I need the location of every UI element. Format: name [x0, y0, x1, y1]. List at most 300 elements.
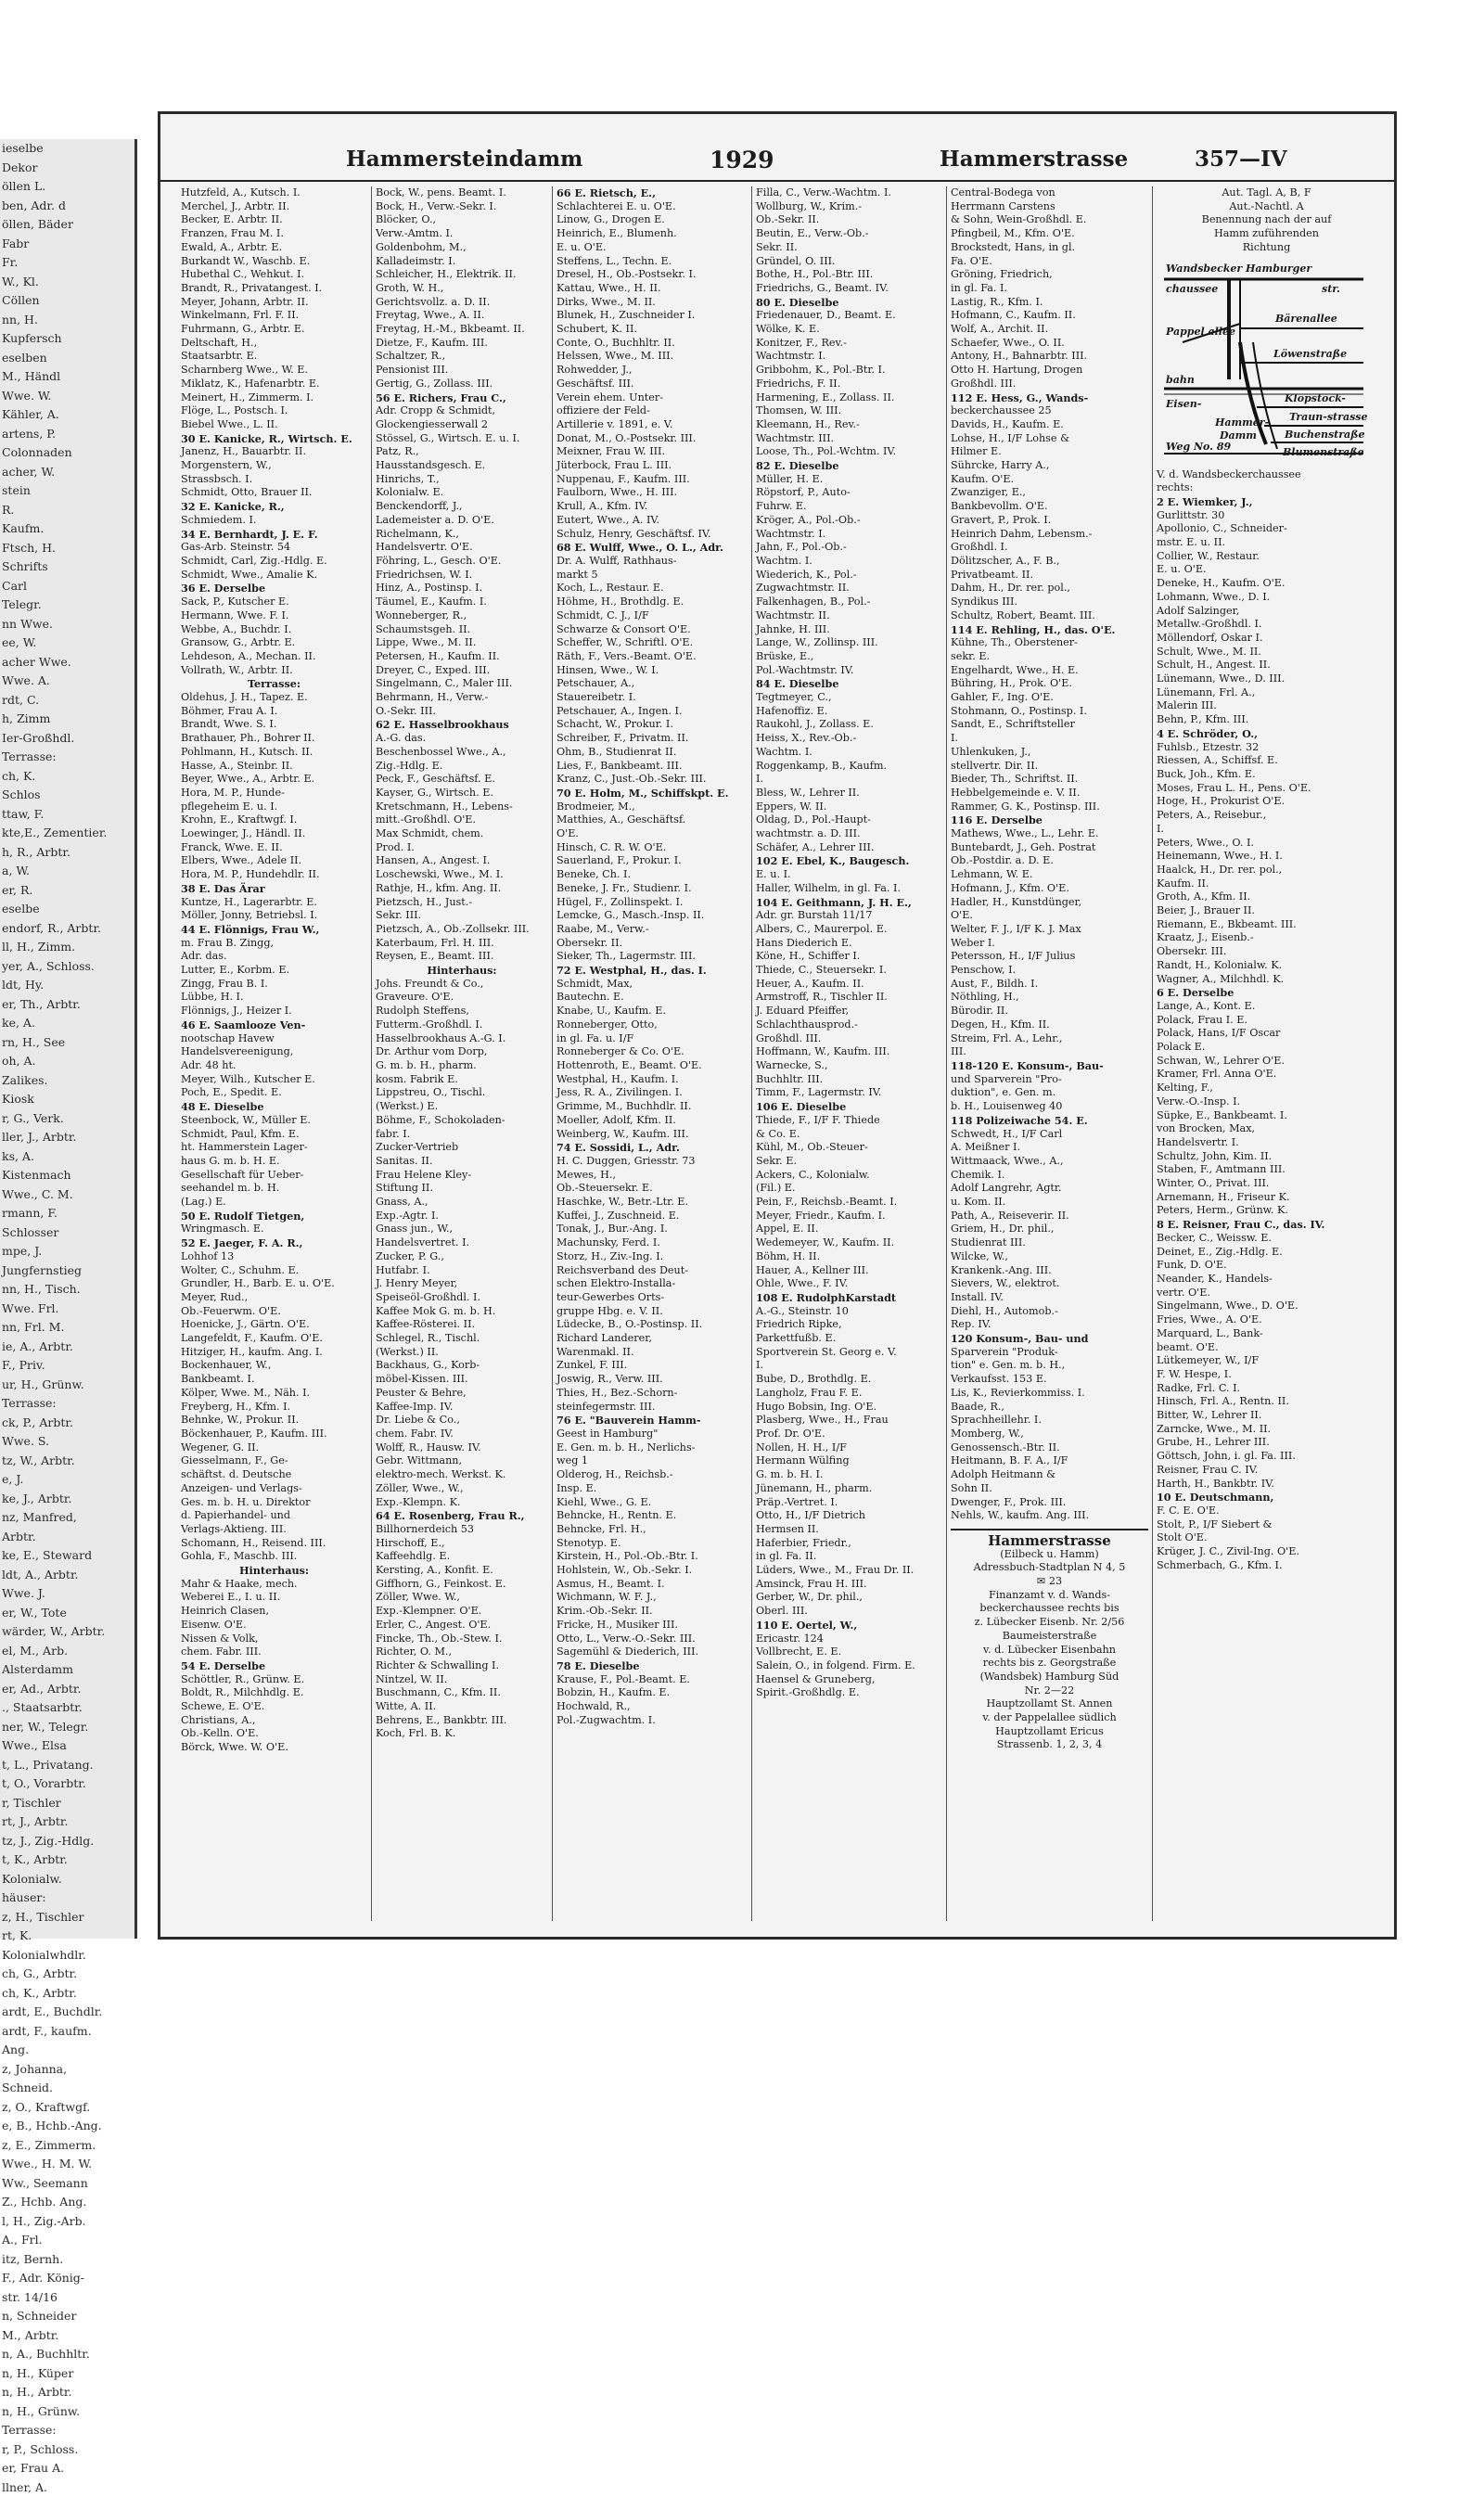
- directory-entry-line: Hohlstein, W., Ob.-Sekr. I.: [556, 1564, 748, 1578]
- directory-entry-line: Z., Hchb. Ang.: [0, 2193, 134, 2212]
- directory-entry-line: Prof. Dr. O'E.: [756, 1428, 942, 1441]
- directory-entry-line: str. 14/16: [0, 2288, 134, 2308]
- directory-entry-line: e, B., Hchb.-Ang.: [0, 2117, 134, 2136]
- directory-entry-line: Schmidt, Carl, Zig.-Hdlg. E.: [181, 555, 367, 569]
- directory-entry-line: Langefeldt, F., Kaufm. O'E.: [181, 1332, 367, 1346]
- directory-entry-line: Handelsvertr. O'E.: [376, 541, 548, 555]
- directory-entry-line: Richter & Schwalling I.: [376, 1659, 548, 1673]
- directory-entry-line: Geschäftsf. III.: [556, 378, 748, 391]
- directory-entry-line: Gerichtsvollz. a. D. II.: [376, 296, 548, 310]
- directory-entry-line: Richard Landerer,: [556, 1332, 748, 1346]
- column-1: [177, 186, 372, 1921]
- directory-entry-line: Baade, R.,: [951, 1401, 1148, 1415]
- directory-entry-line: d. Papierhandel- und: [181, 1509, 367, 1523]
- directory-entry-line: Hutzfeld, A., Kutsch. I.: [181, 186, 367, 200]
- directory-entry-line: Lübbe, H. I.: [181, 991, 367, 1005]
- directory-entry-line: Biebel Wwe., L. II.: [181, 418, 367, 432]
- directory-entry-line: schen Elektro-Installa-: [556, 1277, 748, 1291]
- directory-entry-line: Ronneberger & Co. O'E.: [556, 1045, 748, 1059]
- directory-entry-line: ben, Adr. d: [0, 197, 134, 216]
- directory-entry-line: Peuster & Behre,: [376, 1387, 548, 1401]
- directory-entry-line: Scharnberg Wwe., W. E.: [181, 364, 367, 378]
- directory-entry-line: Lippe, Wwe., M. II.: [376, 636, 548, 650]
- directory-entry-line: Wwe. A.: [0, 672, 134, 691]
- facing-page-edge: [0, 139, 137, 1939]
- directory-entry-line: 36 E. Derselbe: [181, 582, 367, 595]
- directory-entry-line: Bockenhauer, W.,: [181, 1359, 367, 1373]
- directory-entry-line: Johs. Freundt & Co.,: [376, 978, 548, 992]
- directory-entry-line: rechts bis z. Georgstraße: [951, 1657, 1148, 1671]
- street-map: [1164, 259, 1363, 463]
- directory-entry-line: Bless, W., Lehrer II.: [756, 787, 942, 800]
- directory-entry-line: Brandt, R., Privatangest. I.: [181, 282, 367, 296]
- directory-entry-line: Schwan, W., Lehrer O'E.: [1157, 1055, 1376, 1069]
- directory-entry-line: Metallw.-Großhdl. I.: [1157, 618, 1376, 632]
- directory-entry-line: Schrifts: [0, 557, 134, 577]
- directory-entry-line: vertr. O'E.: [1157, 1287, 1376, 1300]
- directory-entry-line: Nr. 2—22: [951, 1684, 1148, 1698]
- directory-entry-line: ll, H., Zimm.: [0, 938, 134, 957]
- directory-entry-line: Poch, E., Spedit. E.: [181, 1086, 367, 1100]
- directory-entry-line: nn, H., Tisch.: [0, 1280, 134, 1300]
- directory-entry-line: Adolf Langrehr, Agtr.: [951, 1182, 1148, 1196]
- directory-entry-line: elektro-mech. Werkst. K.: [376, 1468, 548, 1482]
- directory-entry-line: Petschauer, A.,: [556, 677, 748, 691]
- directory-entry-line: E. u. O'E.: [1157, 563, 1376, 577]
- directory-entry-line: Deltschaft, H.,: [181, 337, 367, 351]
- directory-entry-line: Hutfabr. I.: [376, 1264, 548, 1278]
- column-3: [553, 186, 752, 1921]
- directory-entry-line: Lünemann, Frl. A.,: [1157, 686, 1376, 700]
- directory-entry-line: Filla, C., Verw.-Wachtm. I.: [756, 186, 942, 200]
- directory-entry-line: Finanzamt v. d. Wands-: [951, 1589, 1148, 1603]
- directory-entry-line: a, W.: [0, 862, 134, 881]
- directory-entry-line: Speiseöl-Großhdl. I.: [376, 1291, 548, 1305]
- directory-entry-line: Goldenbohm, M.,: [376, 241, 548, 255]
- directory-entry-line: Bürodir. II.: [951, 1005, 1148, 1018]
- directory-entry-line: r, P., Schloss.: [0, 2440, 134, 2460]
- directory-entry-line: Kaffeehdlg. E.: [376, 1550, 548, 1564]
- directory-entry-line: Lohhof 13: [181, 1250, 367, 1264]
- directory-entry-line: ller, J., Arbtr.: [0, 1128, 134, 1147]
- directory-entry-line: Ewald, A., Arbtr. E.: [181, 241, 367, 255]
- directory-entry-line: O'E.: [951, 909, 1148, 923]
- directory-entry-line: Wringmasch. E.: [181, 1223, 367, 1236]
- directory-entry-line: H. C. Duggen, Griesstr. 73: [556, 1155, 748, 1169]
- directory-entry-line: Carl: [0, 577, 134, 596]
- directory-entry-line: J. Eduard Pfeiffer,: [756, 1005, 942, 1018]
- directory-entry-line: Aut. Tagl. A, B, F: [1157, 186, 1376, 200]
- directory-entry-line: Giesselmann, F., Ge-: [181, 1454, 367, 1468]
- directory-entry-line: eselbe: [0, 900, 134, 919]
- directory-entry-line: Scheffer, W., Schriftl. O'E.: [556, 636, 748, 650]
- directory-entry-line: Privatbeamt. II.: [951, 569, 1148, 583]
- directory-entry-line: mstr. E. u. II.: [1157, 536, 1376, 550]
- directory-entry-line: Schmidt, Otto, Brauer II.: [181, 486, 367, 500]
- directory-entry-line: Pietzsch, H., Just.-: [376, 896, 548, 910]
- directory-entry-line: Wiederich, K., Pol.-: [756, 569, 942, 583]
- directory-entry-line: acher Wwe.: [0, 653, 134, 672]
- directory-entry-line: 50 E. Rudolf Tietgen,: [181, 1210, 367, 1223]
- directory-entry-line: Göttsch, John, i. gl. Fa. III.: [1157, 1450, 1376, 1464]
- directory-entry-line: Lehdeson, A., Mechan. II.: [181, 650, 367, 664]
- directory-entry-line: Gravert, P., Prok. I.: [951, 514, 1148, 528]
- directory-entry-line: Harmening, E., Zollass. II.: [756, 391, 942, 405]
- directory-entry-line: Ob.-Postdir. a. D. E.: [951, 854, 1148, 868]
- directory-entry-line: 68 E. Wulff, Wwe., O. L., Adr.: [556, 541, 748, 555]
- directory-entry-line: Ohle, Wwe., F. IV.: [756, 1277, 942, 1291]
- directory-entry-line: Petschauer, A., Ingen. I.: [556, 705, 748, 719]
- directory-entry-line: Kaffee-Imp. IV.: [376, 1401, 548, 1415]
- directory-entry-line: Adr. Cropp & Schmidt,: [376, 404, 548, 418]
- directory-entry-line: 76 E. "Bauverein Hamm-: [556, 1414, 748, 1428]
- directory-entry-line: Roggenkamp, B., Kaufm.: [756, 760, 942, 774]
- directory-entry-line: Präp.-Vertret. I.: [756, 1496, 942, 1510]
- directory-entry-line: Fuhlsb., Etzestr. 32: [1157, 741, 1376, 755]
- directory-entry-line: Wonneberger, R.,: [376, 609, 548, 623]
- directory-entry-line: Dwenger, F., Prok. III.: [951, 1496, 1148, 1510]
- directory-entry-line: Lohmann, Wwe., D. I.: [1157, 591, 1376, 605]
- directory-entry-line: Rudolph Steffens,: [376, 1005, 548, 1018]
- directory-entry-line: Schmerbach, G., Kfm. I.: [1157, 1559, 1376, 1573]
- directory-entry-line: Raabe, M., Verw.-: [556, 923, 748, 937]
- directory-entry-line: Winkelmann, Frl. F. II.: [181, 309, 367, 323]
- directory-entry-line: (Lag.) E.: [181, 1196, 367, 1210]
- directory-entry-line: Blöcker, O.,: [376, 213, 548, 227]
- directory-entry-line: Hubethal C., Wehkut. I.: [181, 268, 367, 282]
- directory-entry-line: 78 E. Dieselbe: [556, 1659, 748, 1673]
- directory-entry-line: ldt, Hy.: [0, 976, 134, 995]
- directory-entry-line: Lohse, H., I/F Lohse &: [951, 432, 1148, 446]
- directory-entry-line: Gebr. Wittmann,: [376, 1454, 548, 1468]
- directory-entry-line: Kölper, Wwe. M., Näh. I.: [181, 1387, 367, 1401]
- directory-entry-line: Exp.-Klempner. O'E.: [376, 1605, 548, 1619]
- directory-entry-line: schäftst. d. Deutsche: [181, 1468, 367, 1482]
- directory-entry-line: Wollburg, W., Krim.-: [756, 200, 942, 214]
- directory-entry-line: Harth, H., Bankbtr. IV.: [1157, 1478, 1376, 1492]
- directory-entry-line: Gerber, W., Dr. phil.,: [756, 1591, 942, 1605]
- directory-entry-line: Beutin, E., Verw.-Ob.-: [756, 227, 942, 241]
- directory-page: [158, 111, 1397, 1940]
- directory-entry-line: Appel, E. II.: [756, 1223, 942, 1236]
- column-4: [752, 186, 947, 1921]
- directory-entry-line: Schneid.: [0, 2079, 134, 2098]
- directory-entry-line: Colonnaden: [0, 443, 134, 463]
- directory-entry-line: e, J.: [0, 1470, 134, 1490]
- directory-entry-line: Donat, M., O.-Postsekr. III.: [556, 432, 748, 446]
- directory-entry-line: Schlosser: [0, 1223, 134, 1243]
- directory-entry-line: Helssen, Wwe., M. III.: [556, 350, 748, 364]
- directory-entry-line: beckerchaussee 25: [951, 404, 1148, 418]
- directory-entry-line: Dietze, F., Kaufm. III.: [376, 337, 548, 351]
- directory-entry-line: mpe, J.: [0, 1242, 134, 1261]
- directory-entry-line: Staben, F., Amtmann III.: [1157, 1163, 1376, 1177]
- directory-entry-line: Eppers, W. II.: [756, 800, 942, 814]
- directory-entry-line: Schleicher, H., Elektrik. II.: [376, 268, 548, 282]
- directory-entry-line: Sprachheillehr. I.: [951, 1414, 1148, 1428]
- directory-entry-line: Tegtmeyer, C.,: [756, 691, 942, 705]
- directory-entry-line: Bühring, H., Prok. O'E.: [951, 677, 1148, 691]
- directory-entry-line: Hermann, Wwe. F. I.: [181, 609, 367, 623]
- directory-entry-line: Schlegel, R., Tischl.: [376, 1332, 548, 1346]
- directory-entry-line: Wachtmstr. III.: [756, 432, 942, 446]
- directory-entry-line: Beier, J., Brauer II.: [1157, 904, 1376, 918]
- directory-entry-line: Matthies, A., Geschäftsf.: [556, 813, 748, 827]
- directory-entry-line: Frau Helene Kley-: [376, 1169, 548, 1183]
- directory-entry-line: 120 Konsum-, Bau- und: [951, 1332, 1148, 1346]
- directory-entry-line: Konitzer, F., Rev.-: [756, 337, 942, 351]
- directory-entry-line: W., Kl.: [0, 273, 134, 292]
- directory-entry-line: Meyer, Friedr., Kaufm. I.: [756, 1210, 942, 1223]
- directory-entry-line: Kolonialw. E.: [376, 486, 548, 500]
- directory-entry-line: Lies, F., Bankbeamt. III.: [556, 760, 748, 774]
- directory-entry-line: Dreyer, C., Exped. III.: [376, 664, 548, 678]
- directory-entry-line: Weber I.: [951, 937, 1148, 951]
- directory-entry-line: Brathauer, Ph., Bohrer II.: [181, 732, 367, 746]
- directory-entry-line: 52 E. Jaeger, F. A. R.,: [181, 1236, 367, 1250]
- directory-entry-line: Hofmann, J., Kfm. O'E.: [951, 882, 1148, 896]
- map-label-hammer: Hammer-: [1215, 416, 1269, 430]
- directory-entry-line: E. u. I.: [756, 868, 942, 882]
- directory-entry-line: Salein, O., in folgend. Firm. E.: [756, 1659, 942, 1673]
- directory-entry-line: Thomsen, W. III.: [756, 404, 942, 418]
- directory-entry-line: Mathews, Wwe., L., Lehr. E.: [951, 827, 1148, 841]
- directory-entry-line: Großhdl. I.: [951, 541, 1148, 555]
- directory-entry-line: ee, W.: [0, 634, 134, 653]
- directory-entry-line: Davids, H., Kaufm. E.: [951, 418, 1148, 432]
- directory-entry-line: Wwe. W.: [0, 387, 134, 406]
- directory-entry-line: Petersen, H., Kaufm. II.: [376, 650, 548, 664]
- directory-entry-line: Hochwald, R.,: [556, 1700, 748, 1714]
- directory-entry-line: E. u. O'E.: [556, 241, 748, 255]
- directory-entry-line: Riemann, E., Bkbeamt. III.: [1157, 918, 1376, 932]
- directory-entry-line: Wwe., C. M.: [0, 1185, 134, 1205]
- directory-entry-line: Obersekr. II.: [556, 937, 748, 951]
- directory-entry-line: von Brocken, Max,: [1157, 1122, 1376, 1136]
- directory-entry-line: Burkandt W., Waschb. E.: [181, 255, 367, 269]
- directory-entry-line: Wedemeyer, W., Kaufm. II.: [756, 1236, 942, 1250]
- directory-entry-line: Nuppenau, F., Kaufm. III.: [556, 473, 748, 487]
- directory-entry-line: F., Priv.: [0, 1356, 134, 1376]
- directory-entry-line: Wwe. S.: [0, 1432, 134, 1452]
- directory-entry-line: Heiss, X., Rev.-Ob.-: [756, 732, 942, 746]
- directory-entry-line: Kersting, A., Konfit. E.: [376, 1564, 548, 1578]
- directory-entry-line: öllen L.: [0, 177, 134, 197]
- directory-entry-line: Griem, H., Dr. phil.,: [951, 1223, 1148, 1236]
- directory-entry-line: Friedrichs, F. II.: [756, 378, 942, 391]
- directory-entry-line: z. Lübecker Eisenb. Nr. 2/56: [951, 1616, 1148, 1630]
- directory-entry-line: Langholz, Frau F. E.: [756, 1387, 942, 1401]
- directory-entry-line: er, Frau A.: [0, 2459, 134, 2478]
- directory-entry-line: Otto, H., I/F Dietrich: [756, 1509, 942, 1523]
- directory-entry-line: Polack, Hans, I/F Oscar: [1157, 1027, 1376, 1041]
- directory-entry-line: Arnemann, H., Friseur K.: [1157, 1191, 1376, 1205]
- directory-entry-line: ke, E., Steward: [0, 1546, 134, 1566]
- directory-entry-line: Vollbrecht, E. E.: [756, 1645, 942, 1659]
- directory-entry-line: Timm, F., Lagermstr. IV.: [756, 1086, 942, 1100]
- directory-entry-line: ✉ 23: [951, 1575, 1148, 1589]
- directory-entry-line: Kiehl, Wwe., G. E.: [556, 1496, 748, 1510]
- directory-entry-line: Beschenbossel Wwe., A.,: [376, 746, 548, 760]
- directory-entry-line: & Sohn, Wein-Großhdl. E.: [951, 213, 1148, 227]
- directory-entry-line: kte,E., Zementier.: [0, 824, 134, 843]
- directory-entry-line: Streim, Frl. A., Lehr.,: [951, 1032, 1148, 1046]
- directory-entry-line: in gl. Fa. u. I/F: [556, 1032, 748, 1046]
- directory-entry-line: Kühl, M., Ob.-Steuer-: [756, 1141, 942, 1155]
- directory-entry-line: Hauptzollamt St. Annen: [951, 1697, 1148, 1711]
- directory-entry-line: u. Kom. II.: [951, 1196, 1148, 1210]
- directory-entry-line: Haalck, H., Dr. rer. pol.,: [1157, 864, 1376, 877]
- directory-entry-line: Elbers, Wwe., Adele II.: [181, 854, 367, 868]
- directory-entry-line: möbel-Kissen. III.: [376, 1373, 548, 1387]
- directory-entry-line: Wwe. Frl.: [0, 1300, 134, 1319]
- directory-entry-line: Winter, O., Privat. III.: [1157, 1177, 1376, 1191]
- directory-entry-line: III.: [951, 1045, 1148, 1059]
- directory-entry-line: Vollrath, W., Arbtr. II.: [181, 664, 367, 678]
- map-label-str: str.: [1322, 283, 1340, 297]
- directory-entry-line: Deneke, H., Kaufm. O'E.: [1157, 577, 1376, 591]
- directory-entry-line: Wwe., H. M. W.: [0, 2155, 134, 2174]
- map-label-chaussee: chaussee: [1166, 283, 1218, 297]
- directory-entry-line: Schreiber, F., Privatm. II.: [556, 732, 748, 746]
- directory-entry-line: Schöttler, R., Grünw. E.: [181, 1673, 367, 1687]
- directory-entry-line: Rammer, G. K., Postinsp. III.: [951, 800, 1148, 814]
- map-label-buchenstrasse: Buchenstraße: [1285, 429, 1365, 442]
- directory-entry-line: Sack, P., Kutscher E.: [181, 595, 367, 609]
- directory-entry-line: Hadler, H., Kunstdünger,: [951, 896, 1148, 910]
- directory-entry-line: Schmidt, C. J., I/F: [556, 609, 748, 623]
- directory-entry-line: öllen, Bäder: [0, 215, 134, 235]
- directory-entry-line: Falkenhagen, B., Pol.-: [756, 595, 942, 609]
- directory-entry-line: Hinterhaus:: [376, 964, 548, 978]
- directory-entry-line: Gnass, A.,: [376, 1196, 548, 1210]
- directory-entry-line: Glockengiesserwall 2: [376, 418, 548, 432]
- directory-entry-line: 118 Polizeiwache 54. E.: [951, 1114, 1148, 1128]
- directory-entry-line: Zugwachtmstr. II.: [756, 582, 942, 595]
- directory-entry-line: Baumeisterstraße: [951, 1630, 1148, 1644]
- directory-entry-line: Fries, Wwe., A. O'E.: [1157, 1313, 1376, 1327]
- map-label-klopstock: Klopstock-: [1285, 392, 1346, 406]
- directory-entry-line: Lange, W., Zollinsp. III.: [756, 636, 942, 650]
- directory-entry-line: Max Schmidt, chem.: [376, 827, 548, 841]
- directory-entry-line: v. d. Lübecker Eisenbahn: [951, 1644, 1148, 1658]
- directory-entry-line: Randt, H., Kolonialw. K.: [1157, 959, 1376, 973]
- directory-entry-line: Merchel, J., Arbtr. II.: [181, 200, 367, 214]
- directory-entry-line: Heinrich Dahm, Lebensm.-: [951, 528, 1148, 542]
- directory-entry-line: Ges. m. b. H. u. Direktor: [181, 1496, 367, 1510]
- directory-entry-line: Giffhorn, G., Feinkost. E.: [376, 1578, 548, 1592]
- directory-entry-line: Dresel, H., Ob.-Postsekr. I.: [556, 268, 748, 282]
- directory-entry-line: Meyer, Johann, Arbtr. II.: [181, 296, 367, 310]
- directory-entry-line: Haschke, W., Betr.-Ltr. E.: [556, 1196, 748, 1210]
- directory-entry-line: Polack, Frau I. E.: [1157, 1014, 1376, 1028]
- directory-entry-line: Wachtmstr. I.: [756, 350, 942, 364]
- directory-entry-line: Path, A., Reiseverir. II.: [951, 1210, 1148, 1223]
- directory-entry-line: Schacht, W., Prokur. I.: [556, 718, 748, 732]
- directory-entry-line: Hafenoffiz. E.: [756, 705, 942, 719]
- directory-entry-line: Kelting, F.,: [1157, 1082, 1376, 1095]
- directory-entry-line: O'E.: [556, 827, 748, 841]
- directory-entry-line: ie, A., Arbtr.: [0, 1338, 134, 1357]
- directory-entry-line: Fincke, Th., Ob.-Stew. I.: [376, 1633, 548, 1646]
- directory-entry-line: Jess, R. A., Zivilingen. I.: [556, 1086, 748, 1100]
- directory-entry-line: 46 E. Saamlooze Ven-: [181, 1018, 367, 1032]
- directory-entry-line: Kaffee Mok G. m. b. H.: [376, 1305, 548, 1319]
- directory-entry-line: (Werkst.) II.: [376, 1346, 548, 1360]
- directory-entry-line: Sohn II.: [951, 1482, 1148, 1496]
- directory-entry-line: n, H., Küper: [0, 2364, 134, 2384]
- directory-entry-line: Hofmann, C., Kaufm. II.: [951, 309, 1148, 323]
- directory-entry-line: Diehl, H., Automob.-: [951, 1305, 1148, 1319]
- directory-entry-line: Wegener, G. II.: [181, 1441, 367, 1455]
- directory-entry-line: Koch, L., Restaur. E.: [556, 582, 748, 595]
- directory-entry-line: Peters, A., Reisebur.,: [1157, 809, 1376, 823]
- directory-entry-line: Pol.-Zugwachtm. I.: [556, 1714, 748, 1728]
- directory-entry-line: Nintzel, W. II.: [376, 1673, 548, 1687]
- directory-entry-line: Flöge, L., Postsch. I.: [181, 404, 367, 418]
- directory-entry-line: Gohla, F., Maschb. III.: [181, 1550, 367, 1564]
- directory-entry-line: Handelsvertret. I.: [376, 1236, 548, 1250]
- directory-entry-line: Kraatz, J., Eisenb.-: [1157, 931, 1376, 945]
- directory-entry-line: 82 E. Dieselbe: [756, 459, 942, 473]
- directory-entry-line: Franck, Wwe. E. II.: [181, 841, 367, 855]
- directory-entry-line: Malerin III.: [1157, 699, 1376, 713]
- directory-entry-line: Behnke, W., Prokur. II.: [181, 1414, 367, 1428]
- directory-entry-line: Uhlenkuken, J.,: [951, 746, 1148, 760]
- directory-entry-line: wärder, W., Arbtr.: [0, 1622, 134, 1642]
- directory-entry-line: Krankenk.-Ang. III.: [951, 1264, 1148, 1278]
- directory-entry-line: 32 E. Kanicke, R.,: [181, 500, 367, 514]
- directory-entry-line: Lünemann, Wwe., D. III.: [1157, 672, 1376, 686]
- directory-entry-line: Schmidt, Paul, Kfm. E.: [181, 1128, 367, 1142]
- directory-entry-line: Kähler, A.: [0, 405, 134, 425]
- directory-entry-line: Benennung nach der auf: [1157, 213, 1376, 227]
- directory-entry-line: Lemcke, G., Masch.-Insp. II.: [556, 909, 748, 923]
- directory-entry-line: Heuer, A., Kaufm. II.: [756, 978, 942, 992]
- directory-entry-line: Wwe., Elsa: [0, 1736, 134, 1756]
- directory-entry-line: Heinrich, E., Blumenh.: [556, 227, 748, 241]
- directory-entry-line: Pohlmann, H., Kutsch. II.: [181, 746, 367, 760]
- directory-entry-line: Morgenstern, W.,: [181, 459, 367, 473]
- directory-entry-line: Fabr: [0, 235, 134, 254]
- directory-entry-line: Schlachterei E. u. O'E.: [556, 200, 748, 214]
- directory-entry-line: Kolonialwhdlr.: [0, 1946, 134, 1966]
- directory-entry-line: Plasberg, Wwe., H., Frau: [756, 1414, 942, 1428]
- directory-entry-line: Lehmann, W. E.: [951, 868, 1148, 882]
- directory-entry-line: Oberl. III.: [756, 1605, 942, 1619]
- directory-entry-line: 84 E. Dieselbe: [756, 677, 942, 691]
- directory-entry-line: 102 E. Ebel, K., Baugesch.: [756, 854, 942, 868]
- directory-entry-line: Armstroff, R., Tischler II.: [756, 991, 942, 1005]
- directory-entry-line: Brandt, Wwe. S. I.: [181, 718, 367, 732]
- directory-entry-line: ht. Hammerstein Lager-: [181, 1141, 367, 1155]
- directory-entry-line: Gurlittstr. 30: [1157, 509, 1376, 523]
- directory-entry-line: Buschmann, C., Kfm. II.: [376, 1686, 548, 1700]
- directory-entry-line: Handelsvertr. I.: [1157, 1136, 1376, 1150]
- directory-entry-line: Heinrich Clasen,: [181, 1605, 367, 1619]
- directory-entry-line: Friedenauer, D., Beamt. E.: [756, 309, 942, 323]
- directory-entry-line: Weinberg, W., Kaufm. III.: [556, 1128, 748, 1142]
- directory-entry-line: Polack E.: [1157, 1041, 1376, 1055]
- directory-entry-line: F. W. Hespe, I.: [1157, 1368, 1376, 1382]
- directory-entry-line: Krohn, E., Kraftwgf. I.: [181, 813, 367, 827]
- directory-entry-line: (Eilbeck u. Hamm): [951, 1548, 1148, 1562]
- directory-entry-line: Koch, Frl. B. K.: [376, 1727, 548, 1741]
- directory-entry-line: Rathje, H., kfm. Ang. II.: [376, 882, 548, 896]
- directory-entry-line: Steenbock, W., Müller E.: [181, 1114, 367, 1128]
- directory-entry-line: A.-G., Steinstr. 10: [756, 1305, 942, 1319]
- directory-entry-line: Sauerland, F., Prokur. I.: [556, 854, 748, 868]
